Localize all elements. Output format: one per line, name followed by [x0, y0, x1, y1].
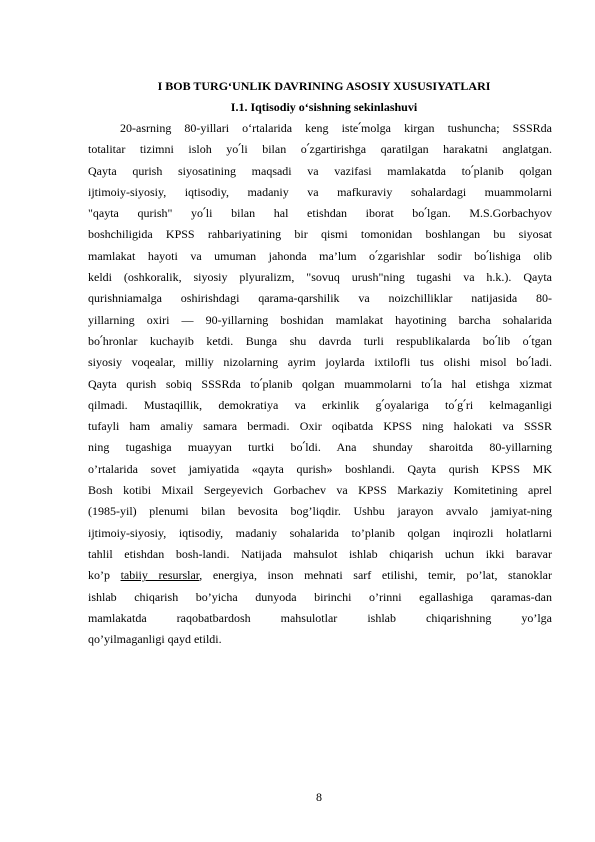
paragraph-line: totalitar tizimni isloh yo՛li bilan o՛zgartirishga qaratilgan harakatni anglatgan.	[88, 142, 552, 157]
link-line-prefix: ko’p	[88, 568, 121, 583]
paragraph-line: tufayli ham amaliy samara bermadi. Oxir oqibatda KPSS ning halokati va SSSR	[88, 419, 552, 434]
paragraph-line: Bosh kotibi Mixail Sergeyevich Gorbachev va KPSS Markaziy Komitetining aprel	[88, 483, 552, 498]
chapter-title: I BOB TURG‘UNLIK DAVRINING ASOSIY XUSUSIYATLARI	[157, 79, 491, 93]
paragraph-line: ijtimoiy-siyosiy, iqtisodiy, madaniy sohalarida to’planib qolgan inqirozli holatlarni	[88, 525, 552, 540]
paragraph-line: tahlil etishdan bosh-landi. Natijada mahsulot ishlab chiqarish uchun ikki baravar	[88, 546, 552, 561]
paragraph-line: qo’yilmaganligi qayd etildi.	[88, 632, 222, 647]
paragraph-line: siyosiy voqealar, milliy nizolarning ayrim joylarda ixtilofli tus olishi misol bo՛ladi.	[88, 355, 552, 370]
body-paragraph	[88, 118, 552, 650]
paragraph-line: Qayta qurish sobiq SSSRda to՛planib qolgan muammolarni to՛la hal etishga xizmat	[88, 376, 552, 391]
paragraph-line: (1985-yil) plenumi bilan bevosita bog’liqdir. Ushbu jarayon avvalo jamiyat-ning	[88, 504, 552, 519]
paragraph-line: ning tugashiga muayyan turtki bo՛ldi. Ana shunday sharoitda 80-yillarning	[88, 440, 552, 455]
paragraph-line: 20-asrning 80-yillari o‘rtalarida keng iste՛molga kirgan tushuncha; SSSRda	[120, 121, 552, 135]
paragraph-line: keldi (oshkoralik, siyosiy plyuralizm, "sovuq urush"ning tugashi va h.k.). Qayta	[88, 270, 552, 285]
paragraph-line: Qayta qurish siyosatining maqsadi va vazifasi mamlakatda to՛planib qolgan	[88, 163, 552, 178]
section-title: I.1. Iqtisodiy o‘sishning sekinlashuvi	[230, 100, 418, 114]
page-number: 8	[316, 790, 322, 804]
paragraph-line: o’rtalarida sovet jamiyatida «qayta qurish» boshlandi. Qayta qurish KPSS MK	[88, 461, 552, 476]
paragraph-line: ijtimoiy-siyosiy, iqtisodiy, madaniy va mafkuraviy sohalardagi muammolarni	[88, 184, 552, 199]
paragraph-line: mamlakatda raqobatbardosh mahsulotlar ishlab chiqarishning yo’lga	[88, 610, 552, 625]
link-line-suffix: , energiya, inson mehnati sarf etilishi, temir, po’lat, stanoklar	[199, 568, 552, 583]
paragraph-line: yillarning oxiri — 90-yillarning boshidan mamlakat hayotining barcha sohalarida	[88, 312, 552, 327]
paragraph-line: ishlab chiqarish bo’yicha dunyoda birinchi o’rinni egallashiga qaramas-dan	[88, 589, 552, 604]
paragraph-line: qurishniamalga oshirishdagi qarama-qarshilik va noizchilliklar natijasida 80-	[88, 291, 552, 306]
paragraph-line: "qayta qurish" yo՛li bilan hal etishdan iborat bo՛lgan. M.S.Gorbachyov	[88, 206, 552, 221]
paragraph-line: mamlakat hayoti va umuman jahonda ma’lum o՛zgarishlar sodir bo՛lishiga olib	[88, 248, 552, 263]
paragraph-line: qilmadi. Mustaqillik, demokratiya va erkinlik g՛oyalariga to՛g՛ri kelmaganligi	[88, 397, 552, 412]
paragraph-line-with-link	[88, 565, 552, 586]
paragraph-line: bo՛hronlar kuchayib ketdi. Bunga shu davrda turli respublikalarda bo՛lib o՛tgan	[88, 333, 552, 348]
paragraph-line: boshchiligida KPSS rahbariyatining bir qismi tomonidan boshlangan bu siyosat	[88, 227, 552, 242]
tabiiy-resurslar-link[interactable]: tabiiy resurslar	[120, 568, 200, 583]
document-page	[88, 76, 552, 650]
